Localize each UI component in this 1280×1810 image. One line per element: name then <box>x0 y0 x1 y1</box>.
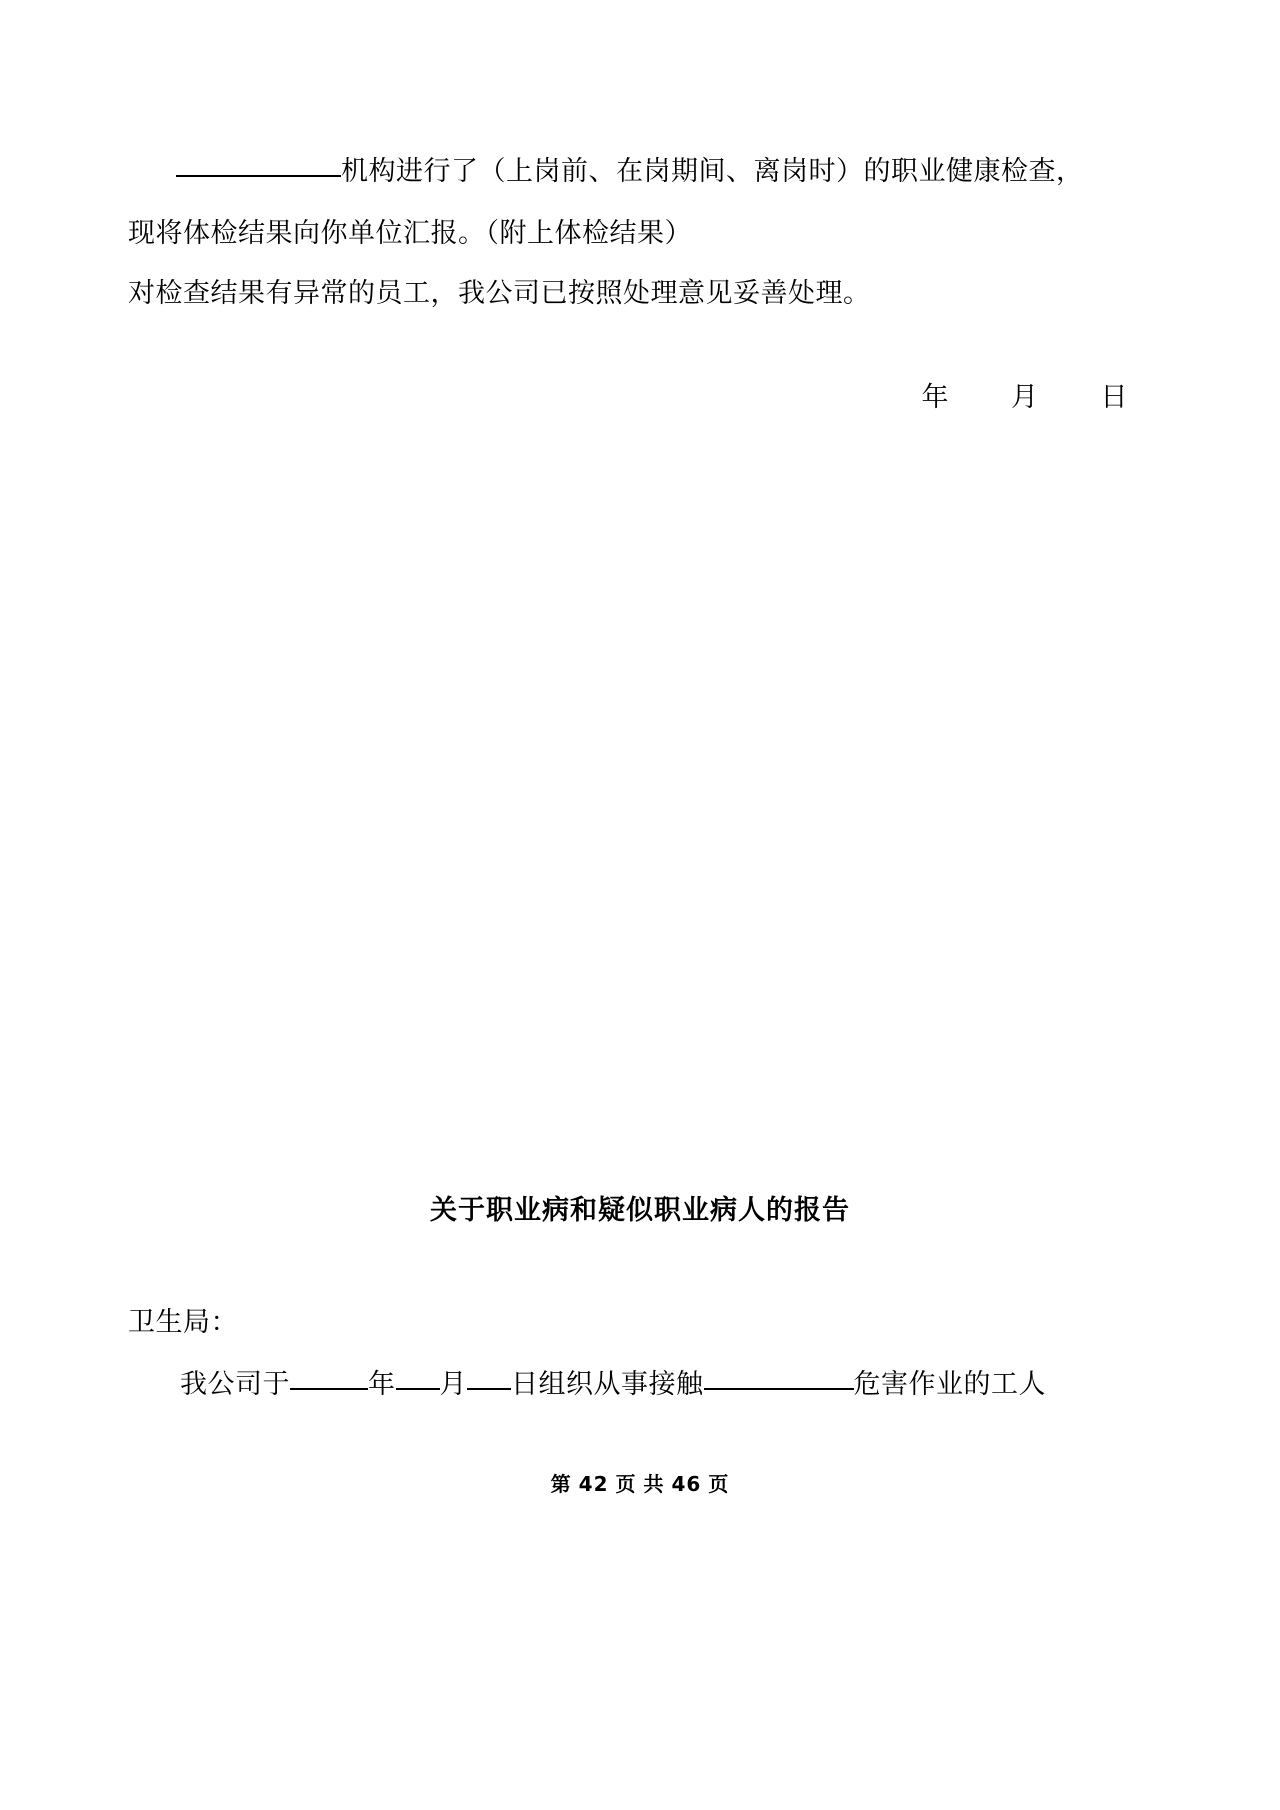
fill-in-blank-month[interactable] <box>396 1388 440 1390</box>
fill-in-blank-day[interactable] <box>467 1388 511 1390</box>
footer-total-pages: 46 <box>671 1472 702 1496</box>
last-paragraph-part1: 我公司于 <box>180 1369 290 1399</box>
signature-date-line <box>922 375 1129 414</box>
last-paragraph-year-label: 年 <box>368 1369 396 1399</box>
page-footer <box>128 1468 1152 1497</box>
paragraph-last <box>128 1362 1046 1401</box>
date-month-label: 月 <box>1011 382 1039 412</box>
paragraph-line-3-text: 对检查结果有异常的员工，我公司已按照处理意见妥善处理。 <box>128 278 871 308</box>
fill-in-blank-institution[interactable] <box>176 175 341 177</box>
paragraph-line-2-text: 现将体检结果向你单位汇报。（附上体检结果） <box>128 218 692 248</box>
paragraph-line-2 <box>128 202 692 264</box>
footer-prefix: 第 <box>550 1472 572 1496</box>
addressee: 卫生局： <box>128 1307 238 1337</box>
last-paragraph-month-label: 月 <box>439 1369 467 1399</box>
paragraph-line-1-text: 机构进行了（上岗前、在岗期间、离岗时）的职业健康检查， <box>341 156 1084 186</box>
last-paragraph-part2: 危害作业的工人 <box>853 1369 1046 1399</box>
fill-in-blank-year[interactable] <box>290 1388 368 1390</box>
date-day-label: 日 <box>1100 382 1128 412</box>
section-title: 关于职业病和疑似职业病人的报告 <box>430 1195 850 1226</box>
paragraph-line-1 <box>128 140 1084 202</box>
last-paragraph-day-label: 日组织从事接触 <box>511 1369 704 1399</box>
footer-total-prefix: 共 <box>643 1472 665 1496</box>
paragraph-line-3 <box>128 262 871 324</box>
footer-page-number: 42 <box>578 1472 609 1496</box>
date-year-label: 年 <box>921 382 949 412</box>
fill-in-blank-hazard[interactable] <box>704 1388 854 1390</box>
footer-total-unit: 页 <box>708 1472 730 1496</box>
footer-page-unit: 页 <box>615 1472 637 1496</box>
